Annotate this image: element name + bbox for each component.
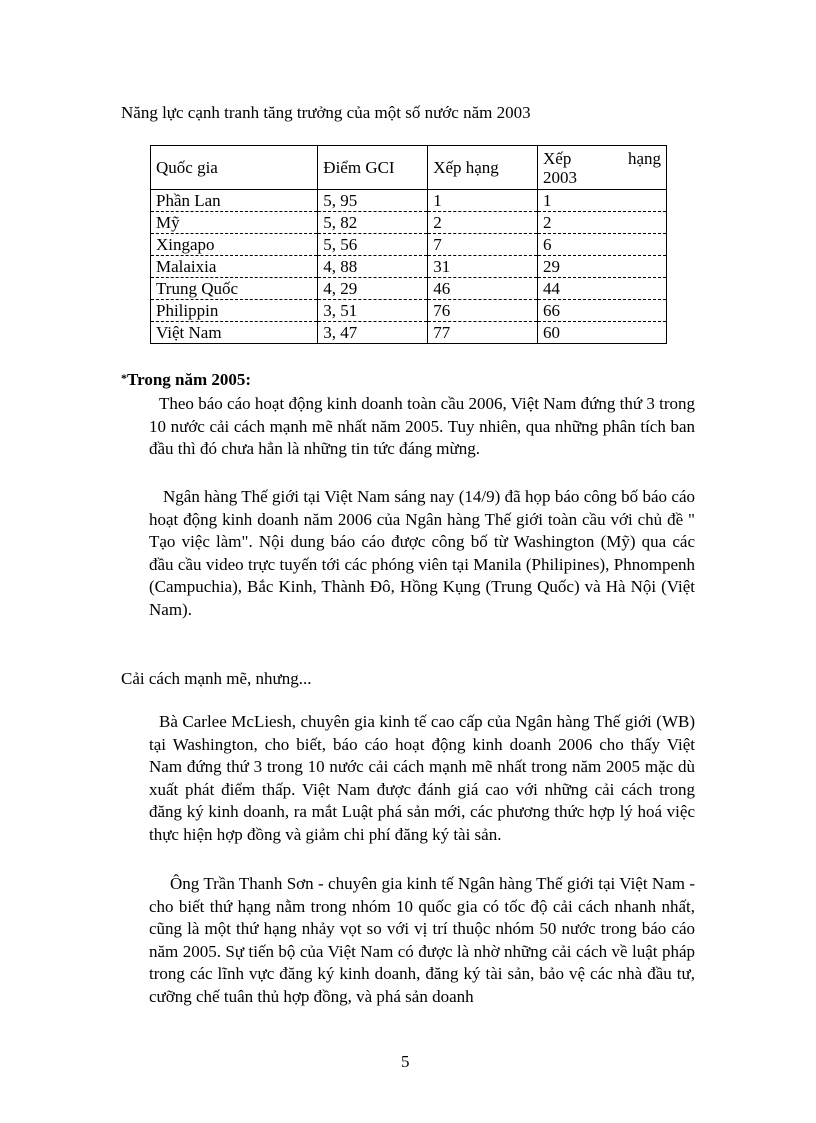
cell-country: Malaixia [151, 256, 318, 278]
paragraph-4-text: Ông Trần Thanh Sơn - chuyên gia kinh tế Ngân hàng Thế giới tại Việt Nam - cho biết thứ hạng nằm trong nhóm 10 quốc gia có tốc độ cải cách nhanh nhất, cũng là một thứ hạng nhảy vọt so với vị trí thuộc nhóm 50 nước trong báo cáo năm 2005. Sự tiến bộ của Việt Nam có được là nhờ những cải cách về luật pháp trong các lĩnh vực đăng ký kinh doanh, đăng ký tài sản, bảo vệ các nhà đầu tư, cưỡng chế tuân thủ hợp đồng, và phá sản doanh [149, 874, 695, 1006]
cell-country: Xingapo [151, 234, 318, 256]
header-gci-score: Điểm GCI [318, 146, 428, 190]
heading-marker: * [121, 371, 127, 385]
page-number: 5 [401, 1052, 410, 1071]
table-row [151, 256, 667, 278]
cell-country: Mỹ [151, 212, 318, 234]
paragraph-3-text: Bà Carlee McLiesh, chuyên gia kinh tế cao cấp của Ngân hàng Thế giới (WB) tại Washington, cho biết, báo cáo hoạt động kinh doanh 2006 cho thấy Việt Nam đứng thứ 3 trong 10 nước cải cách mạnh mẽ nhất trong năm 2005 mặc dù xuất phát điểm thấp. Việt Nam được đánh giá cao với những cải cách trong đăng ký kinh doanh, ra mắt Luật phá sản mới, các phương thức hợp lý hoá việc thực hiện hợp đồng và giảm chi phí đăng ký tài sản. [149, 712, 695, 844]
cell-country: Philippin [151, 300, 318, 322]
paragraph-1 [149, 393, 695, 461]
cell-rank-2003: 2 [538, 212, 667, 234]
cell-gci-score: 5, 82 [318, 212, 428, 234]
subheading: Cải cách mạnh mẽ, nhưng... [121, 669, 312, 688]
cell-rank: 31 [428, 256, 538, 278]
cell-country: Phần Lan [151, 190, 318, 212]
cell-rank: 2 [428, 212, 538, 234]
header-rank-2003 [538, 146, 667, 190]
cell-rank: 1 [428, 190, 538, 212]
cell-rank-2003: 44 [538, 278, 667, 300]
paragraph-3 [149, 711, 695, 846]
cell-country: Trung Quốc [151, 278, 318, 300]
cell-gci-score: 3, 51 [318, 300, 428, 322]
cell-rank-2003: 60 [538, 322, 667, 344]
header-rank-2003-word1: Xếp [543, 148, 572, 168]
cell-rank-2003: 6 [538, 234, 667, 256]
cell-rank: 46 [428, 278, 538, 300]
cell-gci-score: 5, 95 [318, 190, 428, 212]
cell-gci-score: 4, 88 [318, 256, 428, 278]
paragraph-1-text: Theo báo cáo hoạt động kinh doanh toàn cầu 2006, Việt Nam đứng thứ 3 trong 10 nước cải cách mạnh mẽ nhất năm 2005. Tuy nhiên, qua những phân tích ban đầu thì đó chưa hẳn là những tin tức đáng mừng. [149, 394, 695, 458]
heading-text: Trong năm 2005: [127, 370, 252, 389]
cell-rank: 76 [428, 300, 538, 322]
table-row [151, 190, 667, 212]
cell-country: Việt Nam [151, 322, 318, 344]
header-rank-2003-word2: hạng [627, 148, 661, 168]
header-rank-2003-year: 2003 [543, 167, 577, 187]
cell-rank: 7 [428, 234, 538, 256]
cell-rank-2003: 29 [538, 256, 667, 278]
table-row [151, 278, 667, 300]
table-header-row [151, 146, 667, 190]
section-heading [121, 370, 251, 390]
cell-gci-score: 5, 56 [318, 234, 428, 256]
paragraph-2 [149, 486, 695, 621]
cell-rank-2003: 1 [538, 190, 667, 212]
header-country: Quốc gia [151, 146, 318, 190]
header-rank: Xếp hạng [428, 146, 538, 190]
cell-rank: 77 [428, 322, 538, 344]
paragraph-4 [149, 873, 695, 1008]
table-row [151, 234, 667, 256]
cell-gci-score: 3, 47 [318, 322, 428, 344]
table-row [151, 300, 667, 322]
cell-gci-score: 4, 29 [318, 278, 428, 300]
table-row [151, 322, 667, 344]
table-row [151, 212, 667, 234]
table-caption: Năng lực cạnh tranh tăng trưởng của một số nước năm 2003 [121, 103, 531, 122]
paragraph-2-text: Ngân hàng Thế giới tại Việt Nam sáng nay (14/9) đã họp báo công bố báo cáo hoạt động kinh doanh năm 2006 của Ngân hàng Thế giới toàn cầu với chủ đề " Tạo việc làm". Nội dung báo cáo được công bố từ Washington (Mỹ) qua các đầu cầu video trực tuyến tới các phóng viên tại Manila (Philipines), Phnompenh (Campuchia), Bắc Kinh, Thành Đô, Hồng Kụng (Trung Quốc) và Hà Nội (Việt Nam). [149, 487, 695, 619]
cell-rank-2003: 66 [538, 300, 667, 322]
competitiveness-table [150, 145, 667, 344]
